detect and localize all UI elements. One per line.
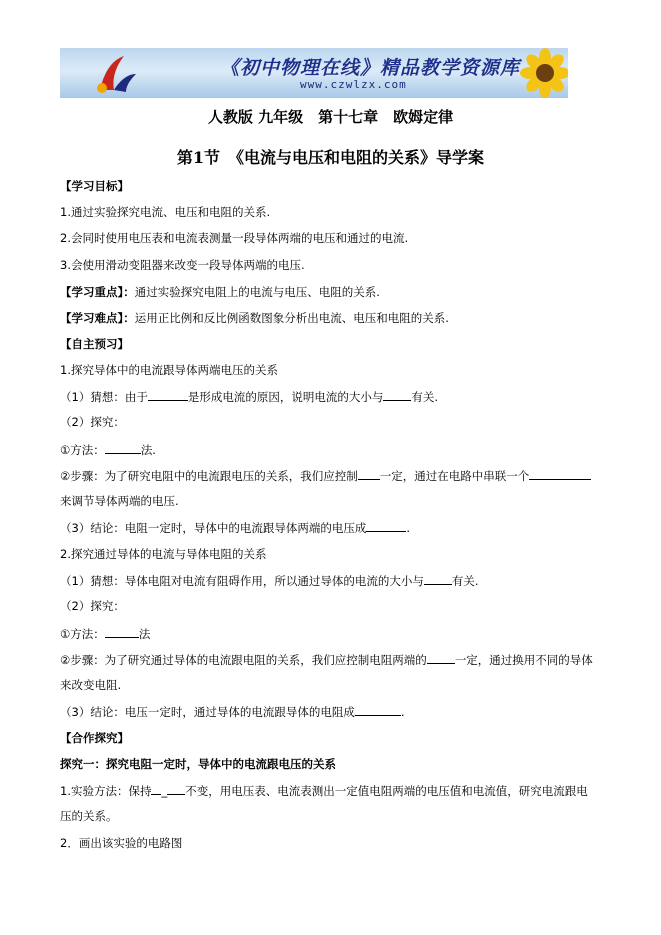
method-line [60, 625, 150, 642]
header-banner [60, 48, 568, 98]
experiment-method [60, 782, 588, 799]
text: 1.实验方法：保持 [60, 784, 152, 798]
answer-blank[interactable] [355, 703, 401, 716]
text: （1）猜想：导体电阻对电流有阻碍作用，所以通过导体的电流的大小与 [60, 574, 424, 588]
answer-blank[interactable] [427, 651, 455, 664]
objective-item: 2.会同时使用电压表和电流表测量一段导体两端的电压和通过的电流. [60, 231, 409, 245]
answer-blank[interactable] [151, 782, 161, 795]
text: ①方法： [60, 443, 105, 457]
text: 是形成电流的原因，说明电流的大小与 [187, 390, 384, 404]
preview-item-title: 2.探究通过导体的电流与导体电阻的关系 [60, 547, 267, 561]
step-line [60, 651, 593, 668]
experiment-method-continued: 压的关系。 [60, 809, 118, 823]
text: （3）结论：电阻一定时，导体中的电流跟导体两端的电压成 [60, 521, 367, 535]
text: . [406, 521, 410, 535]
explore-label: （2）探究： [60, 599, 125, 613]
text: （1）猜想：由于 [60, 390, 148, 404]
answer-blank[interactable] [148, 388, 188, 401]
answer-blank[interactable] [366, 519, 406, 532]
step-line-continued: 来调节导体两端的电压. [60, 494, 179, 508]
text: ①方法： [60, 627, 105, 641]
answer-blank[interactable] [105, 441, 141, 454]
key-point-text: 通过实验探究电阻上的电流与电压、电阻的关系. [134, 285, 380, 299]
preview-header: 【自主预习】 [60, 337, 129, 351]
sunflower-icon [515, 48, 568, 98]
text: （3）结论：电压一定时，通过导体的电流跟导体的电阻成 [60, 705, 355, 719]
answer-blank[interactable] [167, 782, 185, 795]
banner-url[interactable]: www.czwlzx.com [300, 78, 407, 91]
cooperation-topic: 探究一：探究电阻一定时，导体中的电流跟电压的关系 [60, 757, 336, 771]
document-title: 人教版 九年级 第十七章 欧姆定律 [207, 108, 454, 126]
conclusion-line [60, 703, 404, 720]
answer-blank[interactable] [529, 467, 591, 480]
objectives-header: 【学习目标】 [60, 179, 129, 193]
text: 一定，通过在电路中串联一个 [379, 469, 530, 483]
difficulty-label: 【学习难点】： [60, 311, 135, 325]
cooperation-header: 【合作探究】 [60, 731, 129, 745]
conclusion-line [60, 519, 410, 536]
text: _ [161, 784, 168, 798]
text: . [400, 705, 405, 719]
answer-blank[interactable] [358, 467, 380, 480]
guess-line [60, 388, 438, 405]
difficulty [60, 310, 449, 326]
answer-blank[interactable] [105, 625, 139, 638]
banner-title: 《初中物理在线》精品教学资源库 [220, 57, 521, 79]
text: 法. [140, 443, 156, 457]
answer-blank[interactable] [424, 572, 452, 585]
text: 有关. [411, 390, 438, 404]
step-line-continued: 来改变电阻. [60, 678, 122, 692]
method-line [60, 441, 156, 458]
answer-blank[interactable] [383, 388, 411, 401]
key-point-label: 【学习重点】： [60, 285, 135, 299]
text: 有关. [451, 574, 479, 588]
text: 一定，通过换用不同的导体 [454, 653, 593, 667]
lesson-title: 第1节 《电流与电压和电阻的关系》导学案 [176, 148, 485, 167]
text: 不变，用电压表、电流表测出一定值电阻两端的电压值和电流值，研究电流跟电 [185, 784, 588, 798]
step-line [60, 467, 591, 484]
text: 法 [138, 627, 151, 641]
circuit-instruction: 2．画出该实验的电路图 [60, 836, 183, 850]
objective-item: 1.通过实验探究电流、电压和电阻的关系. [60, 205, 271, 219]
key-point [60, 284, 380, 300]
text: ②步骤：为了研究电阻中的电流跟电压的关系，我们应控制 [60, 469, 358, 483]
text: ②步骤：为了研究通过导体的电流跟电阻的关系，我们应控制电阻两端的 [60, 653, 427, 667]
explore-label: （2）探究： [60, 415, 125, 429]
objective-item: 3.会使用滑动变阻器来改变一段导体两端的电压. [60, 258, 305, 272]
difficulty-text: 运用正比例和反比例函数图象分析出电流、电压和电阻的关系. [134, 311, 449, 325]
guess-line [60, 572, 478, 589]
logo-icon [90, 52, 140, 96]
preview-item-title: 1.探究导体中的电流跟导体两端电压的关系 [60, 363, 278, 377]
